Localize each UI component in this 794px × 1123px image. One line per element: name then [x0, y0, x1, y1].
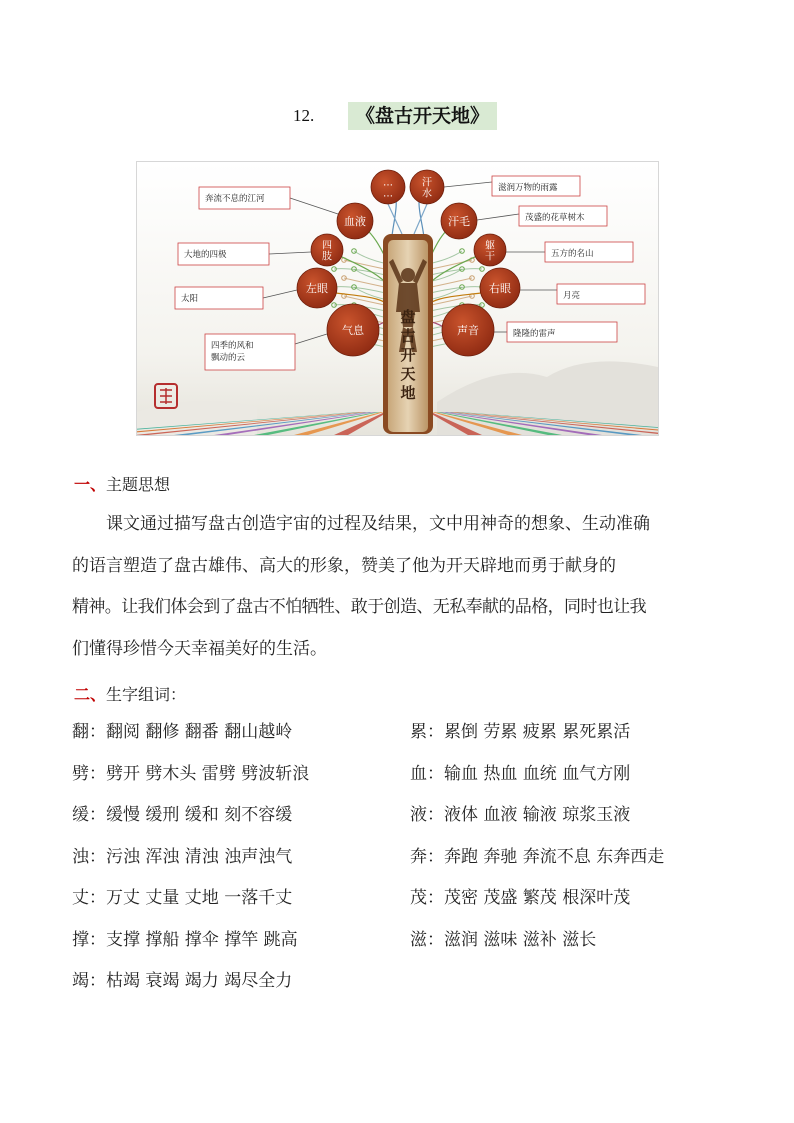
paragraph-line: 精神。让我们体会到了盘古不怕牺牲、敢于创造、无私奉献的品格，同时也让我 — [72, 597, 646, 617]
body-part-node — [311, 234, 343, 266]
body-part-node — [442, 304, 494, 356]
label-box — [205, 334, 295, 370]
section-title: 生字组词： — [106, 685, 187, 704]
body-part-node — [337, 203, 373, 239]
label-box — [178, 243, 269, 265]
node-label: 气息 — [342, 324, 364, 337]
node-label: … … — [383, 177, 393, 200]
body-part-node — [371, 170, 405, 204]
node-label: 右眼 — [489, 282, 511, 295]
label-text: 四季的风和飘动的云 — [211, 341, 254, 363]
vocab-row-left: 撑：支撑 撑船 撑伞 撑竿 跳高 — [72, 929, 298, 950]
label-text: 五方的名山 — [551, 249, 594, 259]
label-box — [557, 284, 645, 304]
vocab-row-right: 液：液体 血液 输液 琼浆玉液 — [410, 805, 631, 825]
label-box — [545, 242, 633, 262]
node-label: 血液 — [344, 215, 366, 228]
label-box — [175, 287, 263, 309]
lesson-title: 《盘古开天地》 — [348, 102, 497, 130]
label-text: 月亮 — [563, 291, 581, 301]
body-part-node — [441, 203, 477, 239]
vocab-row-right: 茂：茂密 茂盛 繁茂 根深叶茂 — [410, 888, 631, 908]
vocab-row-left: 翻：翻阅 翻修 翻番 翻山越岭 — [72, 722, 293, 742]
section-heading-theme — [74, 472, 170, 495]
paragraph-line: 们懂得珍惜今天幸福美好的生活。 — [72, 638, 327, 659]
vocab-row-right: 累：累倒 劳累 疲累 累死累活 — [410, 722, 631, 742]
vocab-row-left: 竭：枯竭 衰竭 竭力 竭尽全力 — [72, 971, 293, 991]
trunk-label: 盘古开天地 — [400, 308, 416, 402]
section-number: 二、 — [74, 685, 107, 704]
vocab-row-left: 丈：万丈 丈量 丈地 一落千丈 — [72, 888, 293, 908]
label-text: 奔流不息的江河 — [205, 194, 265, 204]
label-text: 茂盛的花草树木 — [525, 213, 585, 223]
body-part-node — [327, 304, 379, 356]
vocab-row-left: 浊：污浊 浑浊 清浊 浊声浊气 — [72, 846, 293, 867]
vocab-row-right: 奔：奔跑 奔驰 奔流不息 东奔西走 — [410, 846, 665, 867]
label-box — [507, 322, 617, 342]
paragraph-line: 课文通过描写盘古创造宇宙的过程及结果，文中用神奇的想象、生动准确 — [106, 514, 650, 534]
pangu-tree-diagram — [136, 161, 659, 436]
body-part-node — [474, 234, 506, 266]
label-box — [519, 206, 607, 226]
vocab-row-right: 滋：滋润 滋味 滋补 滋长 — [410, 929, 597, 950]
vocab-row-left: 劈：劈开 劈木头 雷劈 劈波斩浪 — [72, 763, 310, 784]
node-label: 汗水 — [422, 177, 432, 200]
label-box-frame — [205, 334, 295, 370]
label-text: 滋润万物的雨露 — [498, 183, 558, 193]
node-label: 声音 — [457, 324, 479, 337]
label-text: 隆隆的雷声 — [513, 329, 556, 339]
theme-paragraph — [72, 504, 724, 670]
label-box — [492, 176, 580, 196]
vocab-row-right: 血：输血 热血 血统 血气方刚 — [410, 763, 631, 784]
page-title — [0, 102, 794, 134]
body-part-node — [410, 170, 444, 204]
paragraph-line: 的语言塑造了盘古雄伟、高大的形象，赞美了他为开天辟地而勇于献身的 — [72, 555, 616, 576]
section-number: 一、 — [74, 475, 107, 494]
node-label: 汗毛 — [448, 215, 470, 228]
node-label: 躯干 — [485, 240, 495, 263]
node-label: 左眼 — [306, 282, 328, 295]
vocab-row-left: 缓：缓慢 缓刑 缓和 刻不容缓 — [72, 805, 293, 825]
node-label: 四肢 — [322, 240, 332, 263]
body-part-node — [480, 268, 520, 308]
lesson-number: 12. — [293, 106, 315, 125]
label-box — [199, 187, 290, 209]
label-text: 大地的四极 — [184, 250, 227, 260]
section-heading-vocab — [74, 682, 186, 705]
label-text: 太阳 — [181, 294, 199, 304]
section-title: 主题思想 — [106, 475, 171, 494]
diagram-svg — [137, 162, 658, 435]
body-part-node — [297, 268, 337, 308]
